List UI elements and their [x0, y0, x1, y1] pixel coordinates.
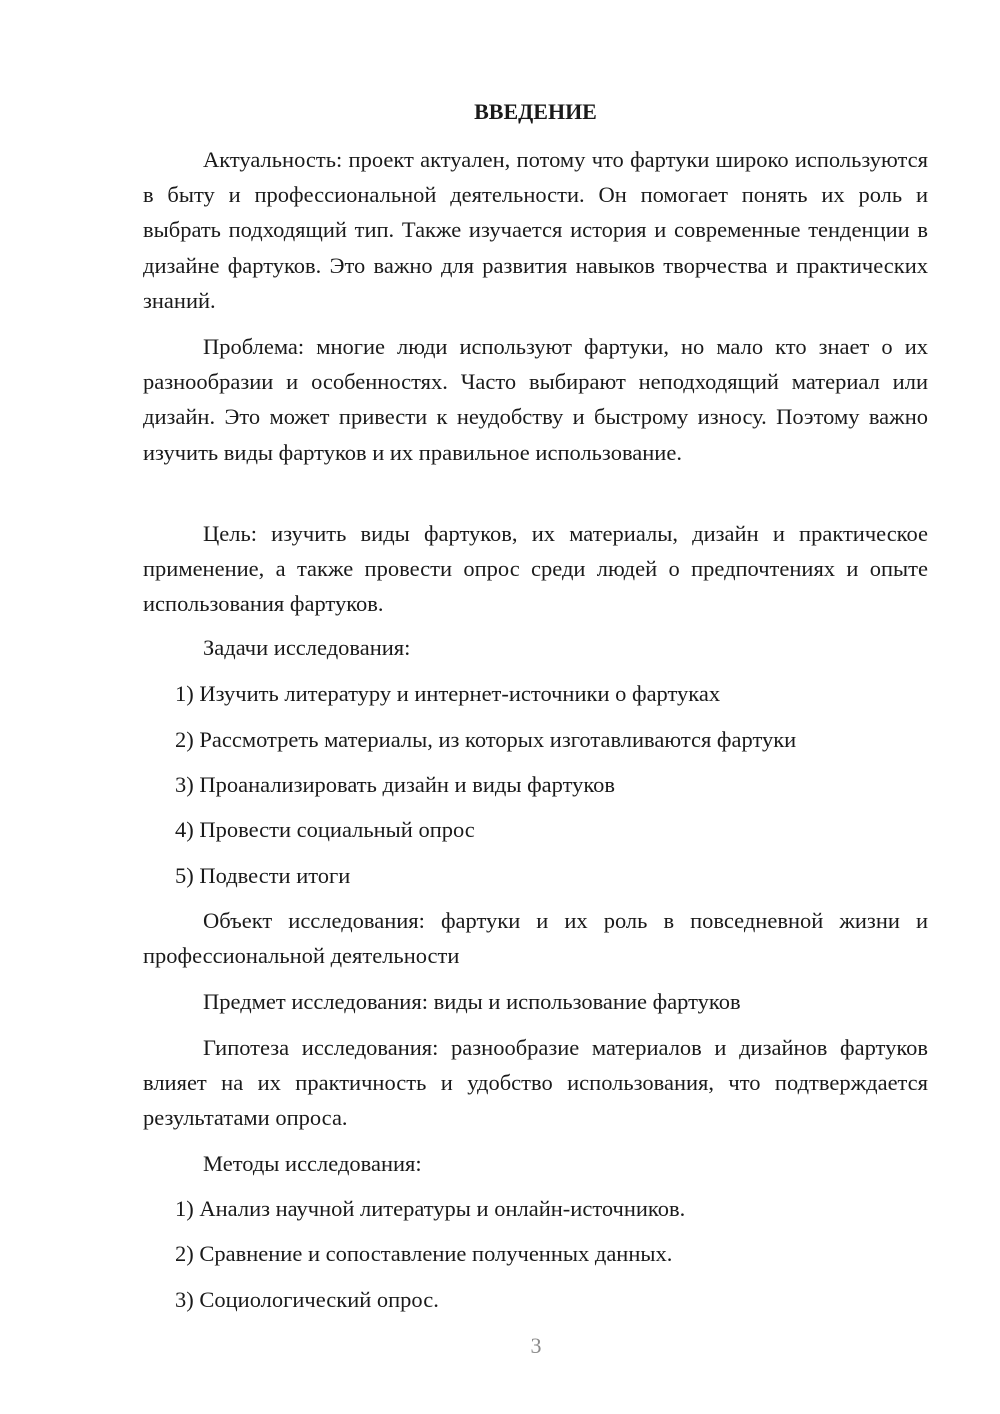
object-paragraph: Объект исследования: фартуки и их роль в повседневной жизни и профессиональной деятельности — [143, 908, 928, 969]
method-item: 1) Анализ научной литературы и онлайн-источников. — [175, 1196, 686, 1221]
method-item: 3) Социологический опрос. — [175, 1287, 439, 1312]
goal-paragraph: Цель: изучить виды фартуков, их материалы, дизайн и практическое применение, а также провести опрос среди людей о предпочтениях и опыте использования фартуков. — [143, 521, 928, 617]
task-item: 2) Рассмотреть материалы, из которых изготавливаются фартуки — [175, 727, 797, 752]
page-number: 3 — [530, 1333, 542, 1358]
task-item: 1) Изучить литературу и интернет-источники о фартуках — [175, 681, 721, 706]
methods-heading: Методы исследования: — [203, 1151, 422, 1176]
problem-paragraph: Проблема: многие люди используют фартуки, но мало кто знает о их разнообразии и особенностях. Часто выбирают неподходящий материал или дизайн. Это может привести к неудобству и быстрому износу. Поэтому важно изучить виды фартуков и их правильное использование. — [143, 334, 928, 465]
task-item: 5) Подвести итоги — [175, 863, 351, 888]
tasks-heading: Задачи исследования: — [203, 635, 411, 660]
task-item: 3) Проанализировать дизайн и виды фартуков — [175, 772, 616, 797]
hypothesis-paragraph: Гипотеза исследования: разнообразие материалов и дизайнов фартуков влияет на их практичность и удобство использования, что подтверждается результатами опроса. — [143, 1035, 928, 1131]
page-title: ВВЕДЕНИЕ — [474, 99, 597, 124]
actuality-paragraph: Актуальность: проект актуален, потому что фартуки широко используются в быту и профессиональной деятельности. Он помогает понять их роль и выбрать подходящий тип. Также изучается история и современные тенденции в дизайне фартуков. Это важно для развития навыков творчества и практических знаний. — [143, 147, 928, 313]
task-item: 4) Провести социальный опрос — [175, 817, 475, 842]
subject-paragraph: Предмет исследования: виды и использование фартуков — [203, 989, 741, 1014]
method-item: 2) Сравнение и сопоставление полученных данных. — [175, 1241, 673, 1266]
